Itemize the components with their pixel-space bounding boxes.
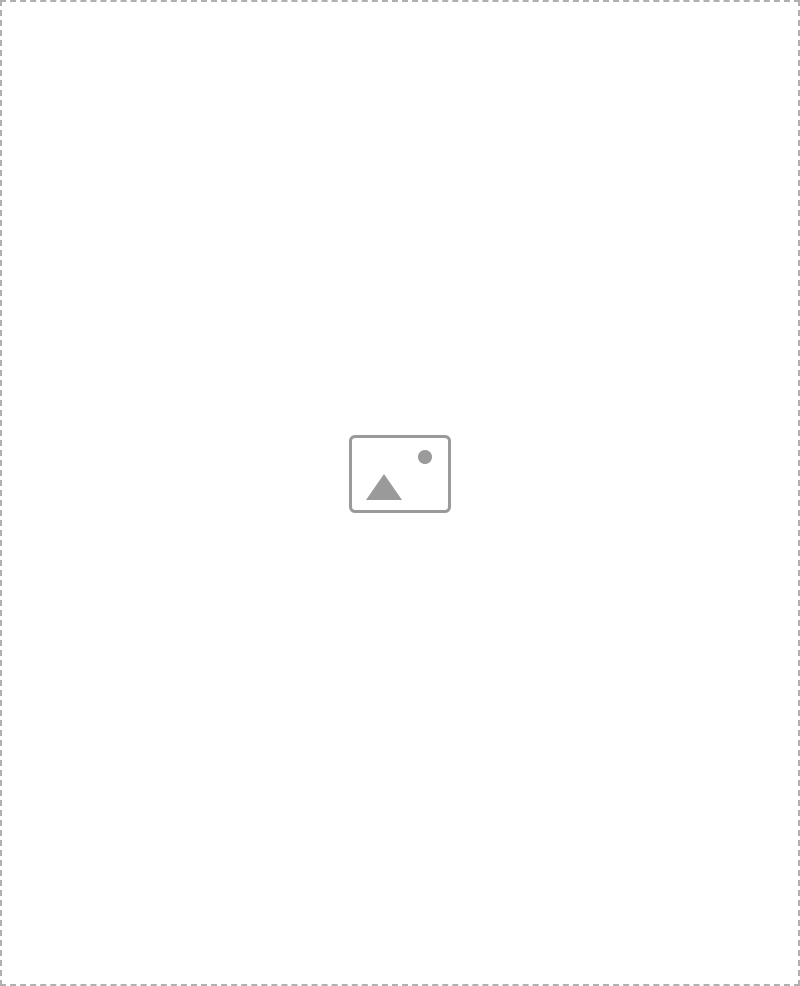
image-placeholder-icon: [349, 435, 451, 513]
